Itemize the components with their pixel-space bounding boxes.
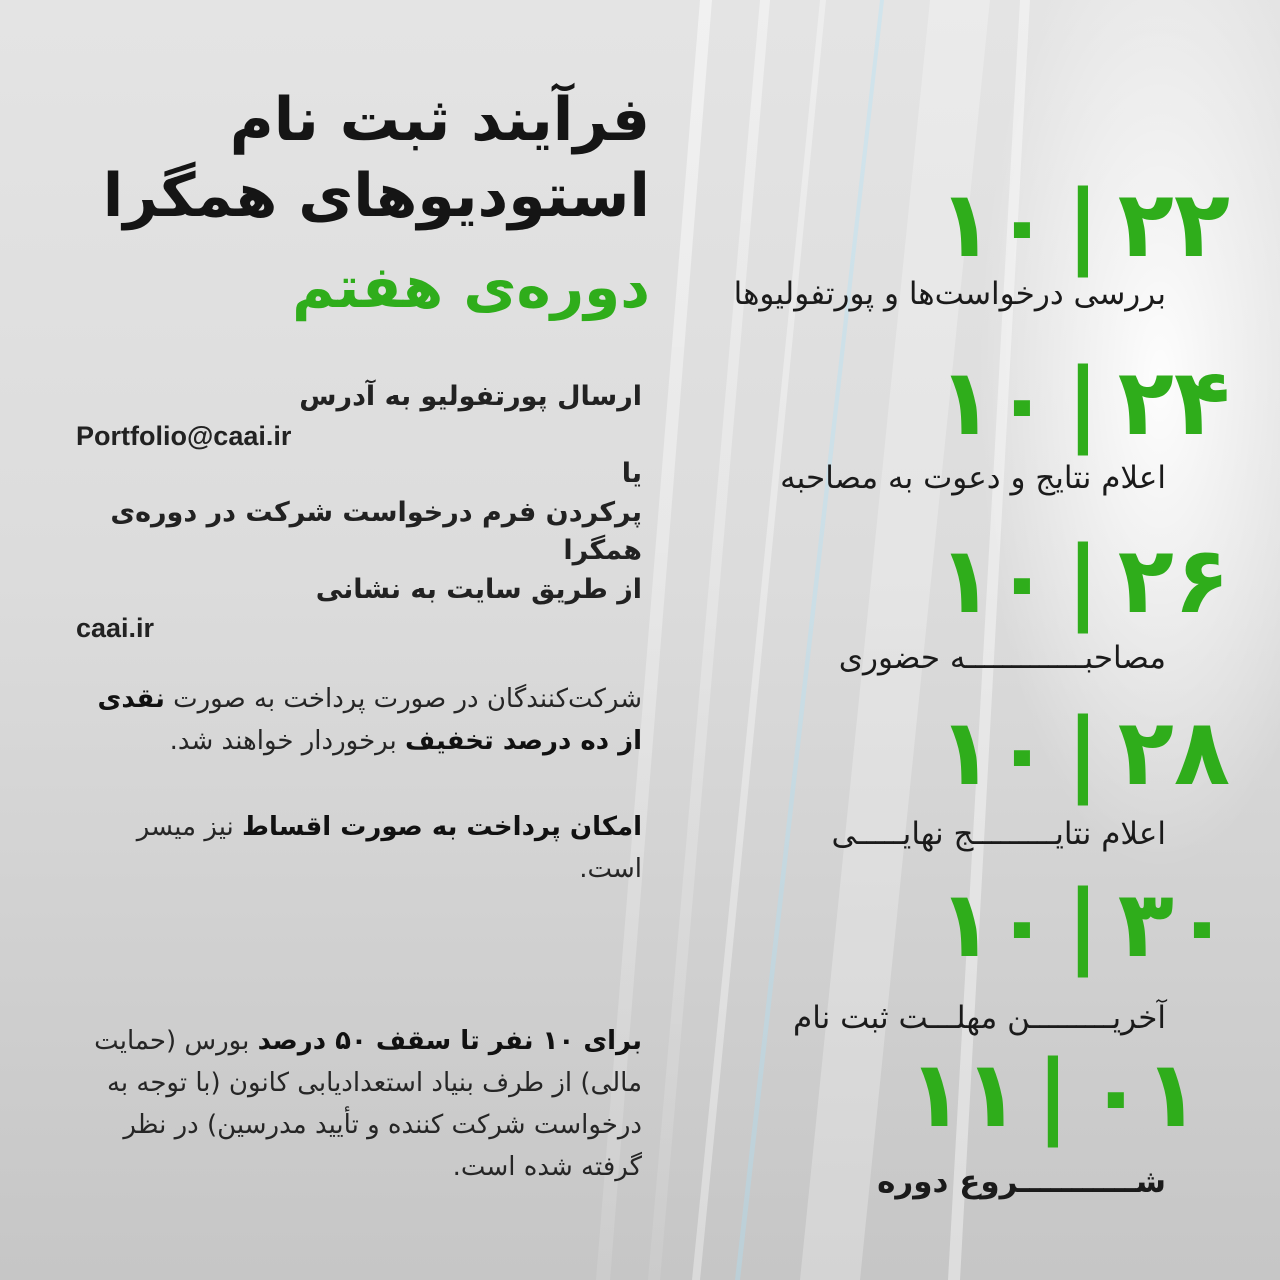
step-month: ۱۰ (937, 871, 1051, 978)
subtitle: دوره‌ی هفتم (292, 253, 650, 321)
scholarship-text-bold: برای ۱۰ نفر تا سقف ۵۰ درصد (257, 1026, 642, 1056)
info-or-line: یا (621, 458, 642, 489)
info-form-line: پرکردن فرم درخواست شرکت در دوره‌ی همگرا (110, 496, 642, 566)
step-month: ۱۰ (937, 171, 1051, 278)
step-label: مصاحبـــــــــــــه حضوری (838, 640, 1166, 676)
info-site-line: از طریق سایت به نشانی (315, 573, 642, 605)
step-day: ۰۱ (1087, 1041, 1200, 1148)
step-label: اعلام نتایـــــــــج نهایـــــی (831, 816, 1166, 852)
step-date (938, 348, 1230, 458)
step-day: ۲۴ (1117, 349, 1230, 456)
date-separator: | (1066, 871, 1102, 978)
step-date (938, 170, 1230, 280)
title-line-2: استودیوهای همگرا (102, 161, 650, 231)
step-month: ۱۰ (937, 699, 1051, 806)
email-link[interactable]: Portfolio@caai.ir (76, 420, 292, 451)
installment-paragraph (76, 806, 642, 890)
discount-paragraph (76, 678, 642, 762)
title-block (70, 82, 650, 326)
step-date (908, 1040, 1200, 1150)
step-label: آخریـــــــــن مهلـــت ثبت نام (793, 1000, 1166, 1036)
title-line-1: فرآیند ثبت نام (229, 85, 650, 155)
step-label: اعلام نتایج و دعوت به مصاحبه (780, 460, 1166, 496)
date-separator: | (1066, 171, 1102, 278)
step-date (938, 698, 1230, 808)
discount-text-start: شرکت‌کنندگان در صورت پرداخت به صورت (164, 684, 642, 714)
step-date (938, 526, 1230, 636)
info-send-line: ارسال پورتفولیو به آدرس (299, 381, 642, 412)
step-day: ۲۲ (1117, 171, 1230, 278)
step-month: ۱۰ (937, 527, 1051, 634)
discount-text-bold: نقدی از ده درصد تخفیف (97, 684, 642, 756)
installment-text-end: نیز میسر است. (136, 812, 642, 884)
step-label: شـــــــــــروع دوره (877, 1164, 1166, 1200)
discount-text-end: برخوردار خواهند شد. (169, 726, 406, 756)
date-separator: | (1036, 1041, 1072, 1148)
scholarship-text-end: بورس (حمایت مالی) از طرف بنیاد استعدادیابی کانون (با توجه به درخواست شرکت کننده و تأیید مدرسین) در نظر گرفته شده است. (94, 1026, 642, 1182)
step-month: ۱۰ (937, 349, 1051, 456)
step-label: بررسی درخواست‌ها و پورتفولیوها (733, 276, 1166, 312)
submission-info (76, 378, 642, 648)
step-day: ۲۸ (1117, 699, 1230, 806)
installment-text-bold: امکان پرداخت به صورت اقساط (242, 812, 642, 842)
site-link[interactable]: caai.ir (76, 613, 155, 643)
step-date (938, 870, 1230, 980)
step-month: ۱۱ (907, 1041, 1021, 1148)
step-day: ۳۰ (1117, 871, 1230, 978)
scholarship-paragraph (76, 1020, 642, 1188)
date-separator: | (1066, 349, 1102, 456)
step-day: ۲۶ (1117, 527, 1230, 634)
date-separator: | (1066, 699, 1102, 806)
date-separator: | (1066, 527, 1102, 634)
